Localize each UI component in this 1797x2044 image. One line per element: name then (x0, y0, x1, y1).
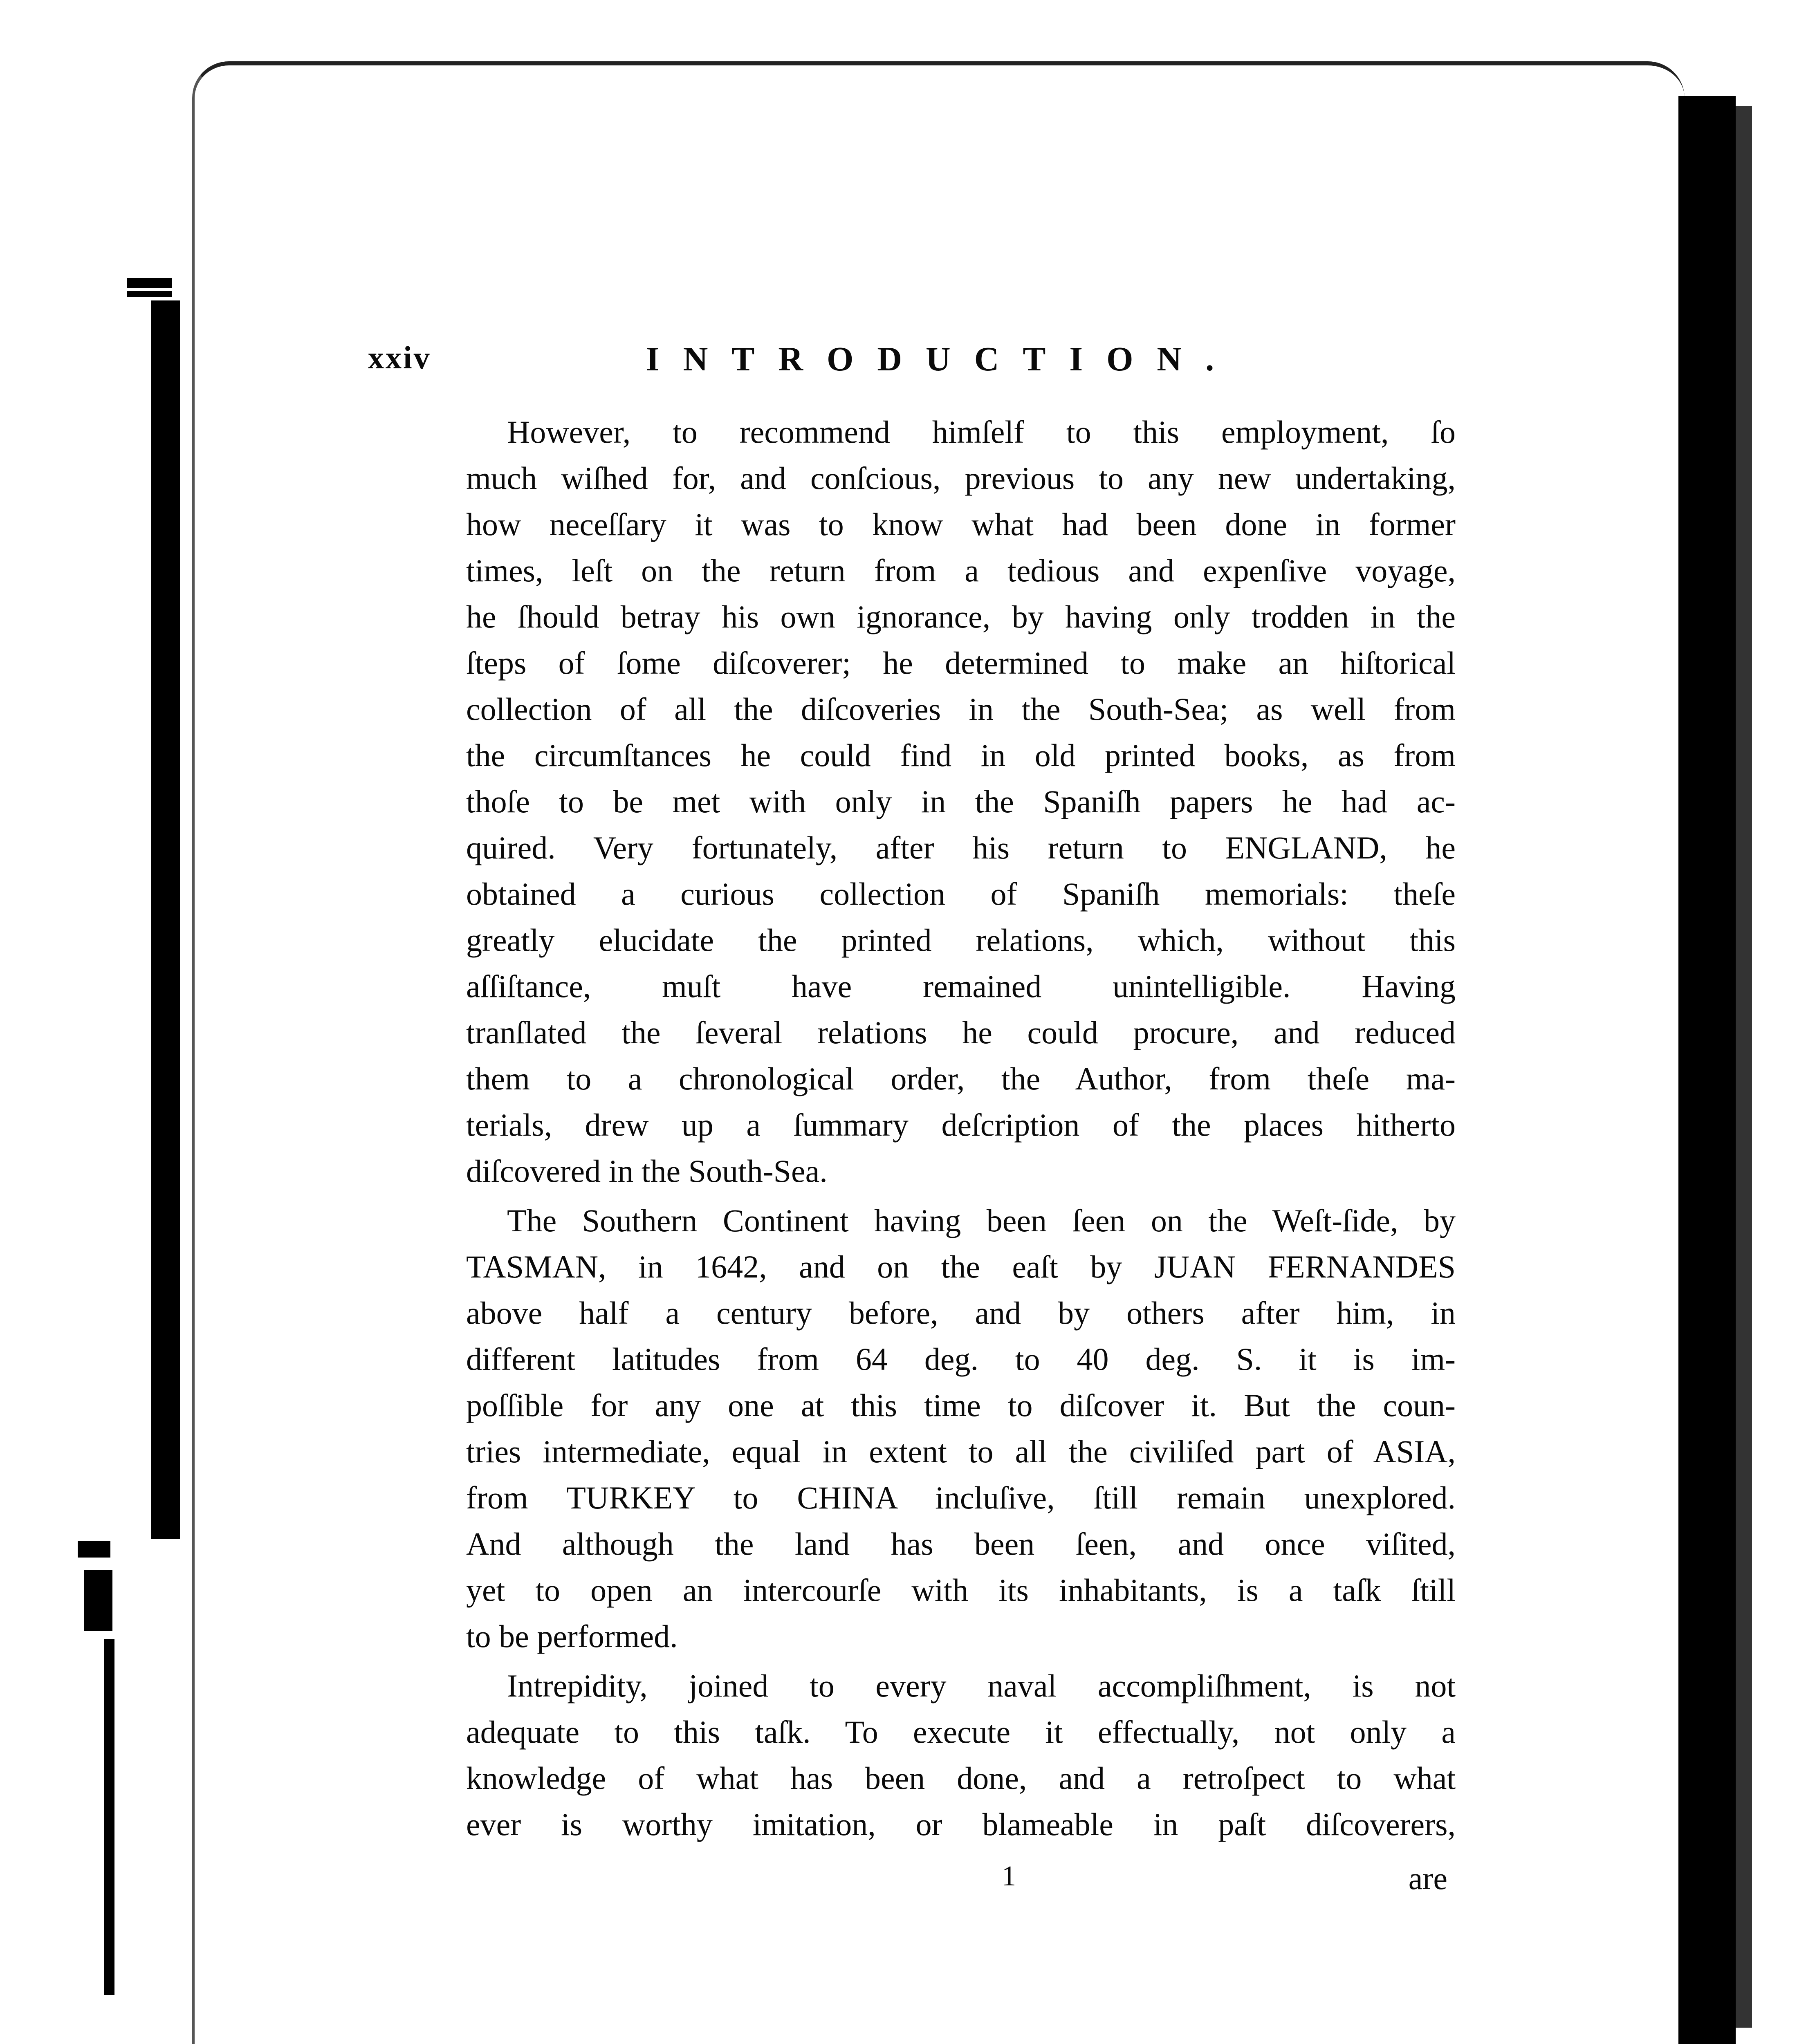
scan-margin-bar (127, 291, 172, 297)
catchword: are (1408, 1860, 1447, 1896)
text-line: times, leſt on the return from a tedious and expenſive voyage, (466, 553, 1456, 588)
text-line: quired. Very fortunately, after his return to ENGLAND, he (466, 830, 1456, 865)
text-line: greatly elucidate the printed relations, which, without this (466, 922, 1456, 958)
text-body (466, 409, 1456, 1847)
text-line: ever is worthy imitation, or blameable in paſt diſcoverers, (466, 1806, 1456, 1842)
text-line: collection of all the diſcoveries in the South-Sea; as well from (466, 691, 1456, 727)
paragraph (466, 1663, 1456, 1847)
paragraph (466, 1197, 1456, 1659)
text-line: how neceſſary it was to know what had been done in former (466, 507, 1456, 542)
text-line: diſcovered in the South-Sea. (466, 1153, 828, 1189)
running-head: INTRODUCTION. (646, 340, 1238, 378)
text-line: However, to recommend himſelf to this employment, ſo (507, 414, 1456, 450)
text-line: tries intermediate, equal in extent to all the civiliſed part of ASIA, (466, 1434, 1456, 1469)
text-line: The Southern Continent having been ſeen on the Weſt-ſide, by (507, 1203, 1456, 1238)
scan-margin-bar (127, 278, 172, 288)
scan-margin-bar (84, 1570, 112, 1631)
signature-mark: 1 (1002, 1860, 1016, 1892)
text-line: ſteps of ſome diſcoverer; he determined to make an hiſtorical (466, 645, 1456, 681)
text-line: from TURKEY to CHINA incluſive, ſtill remain unexplored. (466, 1480, 1456, 1515)
scan-margin-bar (1678, 96, 1736, 2044)
text-line: knowledge of what has been done, and a retroſpect to what (466, 1760, 1456, 1796)
scan-margin-bar (1736, 106, 1752, 2028)
text-line: obtained a curious collection of Spaniſh memorials: theſe (466, 876, 1456, 912)
text-line: TASMAN, in 1642, and on the eaſt by JUAN FERNANDES (466, 1249, 1456, 1284)
text-line: And although the land has been ſeen, and once viſited, (466, 1526, 1456, 1562)
text-line: to be performed. (466, 1618, 678, 1654)
scan-margin-bar (78, 1541, 110, 1558)
text-line: yet to open an intercourſe with its inhabitants, is a taſk ſtill (466, 1572, 1456, 1608)
text-line: them to a chronological order, the Author, from theſe ma- (466, 1061, 1456, 1096)
text-line: different latitudes from 64 deg. to 40 deg. S. it is im- (466, 1341, 1456, 1377)
text-line: above half a century before, and by others after him, in (466, 1295, 1456, 1331)
scan-margin-bar (104, 1639, 114, 1995)
page-header (368, 339, 1452, 388)
page-footer (466, 1860, 1456, 1901)
text-line: poſſible for any one at this time to diſcover it. But the coun- (466, 1387, 1456, 1423)
text-line: terials, drew up a ſummary deſcription of the places hitherto (466, 1107, 1456, 1143)
text-line: thoſe to be met with only in the Spaniſh papers he had ac- (466, 784, 1456, 819)
text-line: adequate to this taſk. To execute it effectually, not only a (466, 1714, 1456, 1750)
paragraph (466, 409, 1456, 1194)
page-number: xxiv (368, 340, 431, 375)
text-line: Intrepidity, joined to every naval accompliſhment, is not (507, 1668, 1456, 1703)
scan-margin-bar (151, 300, 180, 1539)
text-line: the circumſtances he could find in old printed books, as from (466, 737, 1456, 773)
text-line: he ſhould betray his own ignorance, by having only trodden in the (466, 599, 1456, 634)
text-line: aſſiſtance, muſt have remained unintelligible. Having (466, 968, 1456, 1004)
text-line: tranſlated the ſeveral relations he could procure, and reduced (466, 1015, 1456, 1050)
text-line: much wiſhed for, and conſcious, previous to any new undertaking, (466, 460, 1456, 496)
